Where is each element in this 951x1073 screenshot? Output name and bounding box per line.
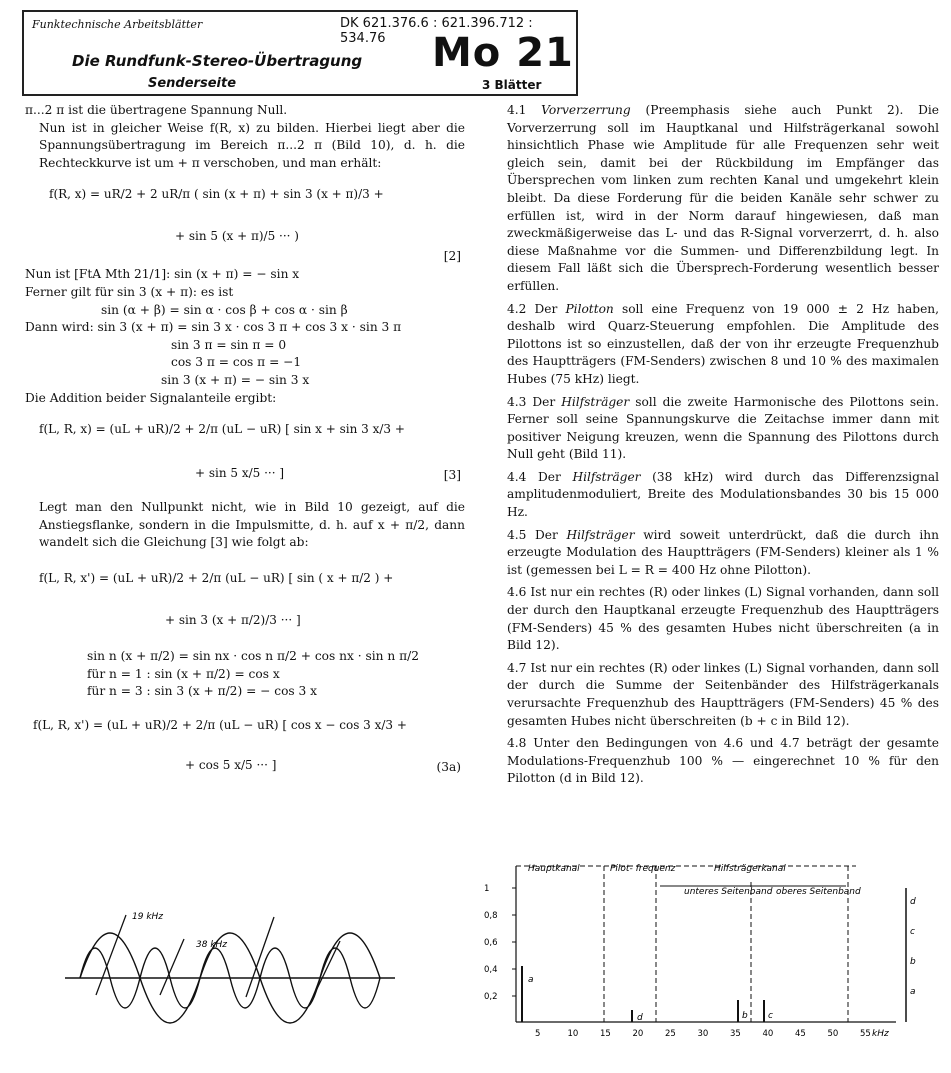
label-unteres-seitenband: unteres Seitenband bbox=[684, 887, 773, 897]
paragraph: Legt man den Nullpunkt nicht, wie in Bild 10 gezeigt, auf die Anstiegsflanke, sondern in die Impulsmitte, d. h. auf x + π/2, dann wandelt sich die Gleichung [3] wie folgt ab: bbox=[39, 500, 465, 550]
label-pilotfrequenz: Pilot- frequenz bbox=[610, 864, 676, 874]
section-4-8: 4.8 Unter den Bedingungen von 4.6 und 4.7 beträgt der gesamte Modulations-Frequenzhub 100 % — eingerechnet 10 % für den Pilotton (d in Bild 12). bbox=[507, 736, 939, 786]
mark-b: b bbox=[742, 1011, 748, 1021]
equation-line: sin 3 π = sin π = 0 bbox=[171, 337, 287, 352]
label-19khz: 19 kHz bbox=[132, 912, 164, 922]
y-tick-label: 0,8 bbox=[484, 911, 498, 921]
left-column bbox=[25, 102, 465, 787]
x-tick-labels bbox=[535, 1029, 871, 1039]
equation-line: + sin 5 (x + π)/5 ··· ) bbox=[175, 229, 299, 244]
right-column bbox=[507, 102, 939, 793]
stack-label: a bbox=[910, 987, 916, 997]
x-tick-label: 30 bbox=[697, 1029, 709, 1039]
paragraph: Ferner gilt für sin 3 (x + π): es ist bbox=[25, 284, 234, 299]
stack-label: d bbox=[910, 897, 916, 907]
x-tick-label: 10 bbox=[567, 1029, 579, 1039]
paragraph: π...2 π ist die übertragene Spannung Null. bbox=[25, 103, 288, 117]
equation-line: + sin 3 (x + π/2)/3 ··· ] bbox=[165, 612, 301, 627]
stack-label: b bbox=[910, 957, 916, 967]
y-tick-label: 0,6 bbox=[484, 938, 498, 948]
equation-line: + sin 5 x/5 ··· ] bbox=[195, 466, 285, 481]
equation-line: cos 3 π = cos π = −1 bbox=[171, 355, 302, 370]
section-4-3: 4.3 Der Hilfsträger soll die zweite Harmonische des Pilottons sein. Ferner soll seine Spannungskurve die Zeitachse immer dann mit positiver Neigung kreuzen, wenn die Spannung des Pilottons durch Null geht (Bild 11). bbox=[507, 394, 939, 462]
paragraph: Nun ist in gleicher Weise f(R, x) zu bilden. Hierbei liegt aber die Spannungsübertragung im Bereich π...2 π (Bild 10), d. h. die Rechteckkurve ist um + π verschoben, und man erhält: bbox=[39, 120, 465, 170]
page-subtitle: Senderseite bbox=[148, 76, 237, 91]
equation-line: Dann wird: sin 3 (x + π) = sin 3 x · cos 3 π + cos 3 x · sin 3 π bbox=[25, 320, 402, 335]
page-title: Die Rundfunk-Stereo-Übertragung bbox=[72, 52, 363, 70]
x-tick-label: 25 bbox=[665, 1029, 676, 1039]
dk-classification: DK 621.376.6 : 621.396.712 : 534.76 bbox=[340, 16, 533, 46]
arrow bbox=[314, 941, 340, 995]
equation-line: für n = 1 : sin (x + π/2) = cos x bbox=[87, 666, 280, 681]
x-axis-unit: kHz bbox=[872, 1029, 889, 1039]
stack-label: c bbox=[910, 927, 915, 937]
equation-line: f(L, R, x') = (uL + uR)/2 + 2/π (uL − uR) [ sin ( x + π/2 ) + bbox=[39, 570, 394, 585]
equation-line: sin 3 (x + π) = − sin 3 x bbox=[161, 372, 310, 387]
x-tick-label: 45 bbox=[795, 1029, 806, 1039]
mark-d: d bbox=[637, 1013, 643, 1023]
equation-3a bbox=[25, 707, 465, 787]
y-tick-label: 0,2 bbox=[484, 992, 498, 1002]
stack-labels bbox=[910, 897, 916, 997]
equation-line: f(L, R, x') = (uL + uR)/2 + 2/π (uL − uR) [ cos x − cos 3 x/3 + bbox=[33, 717, 407, 732]
equation-line: f(L, R, x) = (uL + uR)/2 + 2/π (uL − uR) [ sin x + sin 3 x/3 + bbox=[39, 422, 405, 437]
y-tick-label: 1 bbox=[484, 884, 490, 894]
equation-3 bbox=[25, 407, 465, 499]
equation-line: sin (α + β) = sin α · cos β + cos α · sin β bbox=[101, 302, 348, 317]
arrow bbox=[246, 917, 274, 997]
section-4-7: 4.7 Ist nur ein rechtes (R) oder linkes (L) Signal vorhanden, dann soll der durch die Summe der Seitenbänder des Hilfsträgerkanals verursachte Frequenzhub des Hauptträgers (FM-Senders) 45 % des gesamten Hubes nicht überschreiten (b + c in Bild 12). bbox=[507, 660, 939, 728]
label-hauptkanal: Hauptkanal bbox=[528, 864, 580, 874]
x-tick-label: 40 bbox=[762, 1029, 774, 1039]
x-tick-label: 20 bbox=[632, 1029, 644, 1039]
label-oberes-seitenband: oberes Seitenband bbox=[776, 887, 861, 897]
equation-line: + cos 5 x/5 ··· ] bbox=[185, 757, 277, 772]
equation-number: [2] bbox=[443, 249, 461, 264]
section-4-2: 4.2 Der Pilotton soll eine Frequenz von 19 000 ± 2 Hz haben, deshalb wird Quarz-Steuerung empfohlen. Die Amplitude des Pilottons ist so einzustellen, daß der von ihr erzeugte Frequenzhub des Hauptträgers (FM-Senders) zwischen 8 und 10 % des maximalen Hubes (75 kHz) liegt. bbox=[507, 301, 940, 386]
section-4-1: 4.1 Vorverzerrung (Preemphasis siehe auch Punkt 2). Die Vorverzerrung soll im Hauptkanal und Hilfsträgerkanal sowohl hinsichtlich Phase wie Amplitude für alle Frequenzen sehr weit gleich sein, damit bei der Rückbildung im Empfänger das Übersprechen vom linken zum rechten Kanal und umgekehrt klein bleibt. Da diese Forderung für die beiden Kanäle sehr schwer zu erfüllen ist, wird in der Norm darauf hingewiesen, daß man zweckmäßigerweise das L- und das R-Signal vorverzerrt, d. h. also diese Maßnahme vor die Summen- und Differenzbildung legt. In diesem Fall läßt sich die Übersprech-Forderung wesentlich besser erfüllen. bbox=[507, 103, 940, 293]
section-4-4: 4.4 Der Hilfsträger (38 kHz) wird durch das Differenzsignal amplitudenmoduliert, Breite des Modulationsbandes 30 bis 15 000 Hz. bbox=[507, 469, 940, 520]
mark-c: c bbox=[768, 1011, 773, 1021]
equation-number: (3a) bbox=[436, 759, 461, 774]
label-38khz: 38 kHz bbox=[196, 940, 228, 950]
stereo-multiplex-spectrum bbox=[476, 858, 936, 1058]
mark-a: a bbox=[528, 975, 534, 985]
section-4-5: 4.5 Der Hilfsträger wird soweit unterdrückt, daß die durch ihn erzeugte Modulation des Hauptträgers (FM-Senders) kleiner als 1 % ist (gemessen bei L = R = 400 Hz ohne Pilotton). bbox=[507, 527, 940, 577]
equation-number: [3] bbox=[443, 468, 461, 483]
x-tick-label: 50 bbox=[827, 1029, 839, 1039]
sheet-code: Mo 21 bbox=[432, 30, 574, 76]
equation-4 bbox=[25, 552, 465, 642]
paragraph: Die Addition beider Signalanteile ergibt: bbox=[25, 390, 277, 405]
sheet-count: 3 Blätter bbox=[482, 78, 542, 92]
x-tick-label: 15 bbox=[600, 1029, 611, 1039]
paragraph: Nun ist [FtA Mth 21/1]: sin (x + π) = − sin x bbox=[25, 267, 300, 282]
series-title: Funktechnische Arbeitsblätter bbox=[32, 18, 203, 31]
x-tick-label: 35 bbox=[730, 1029, 741, 1039]
equation-2 bbox=[25, 178, 465, 266]
label-hilfstraegerkanal: Hilfsträgerkanal bbox=[714, 864, 786, 874]
section-4-6: 4.6 Ist nur ein rechtes (R) oder linkes (L) Signal vorhanden, dann soll der durch den Hauptkanal erzeugte Frequenzhub des Hauptträgers (FM-Senders) 45 % des gesamten Hubes nicht überschreiten (a in Bild 12). bbox=[507, 585, 939, 653]
header-box bbox=[22, 10, 578, 96]
equation-line: für n = 3 : sin 3 (x + π/2) = − cos 3 x bbox=[87, 684, 318, 699]
y-tick-labels bbox=[484, 884, 516, 1002]
equation-line: sin n (x + π/2) = sin nx · cos n π/2 + cos nx · sin n π/2 bbox=[87, 648, 419, 663]
x-tick-label: 55 bbox=[860, 1029, 871, 1039]
pilot-subcarrier-wave-figure bbox=[60, 905, 400, 1055]
equation-line: f(R, x) = uR/2 + 2 uR/π ( sin (x + π) + sin 3 (x + π)/3 + bbox=[49, 187, 384, 202]
y-tick-label: 0,4 bbox=[484, 965, 498, 975]
x-tick-label: 5 bbox=[535, 1029, 541, 1039]
